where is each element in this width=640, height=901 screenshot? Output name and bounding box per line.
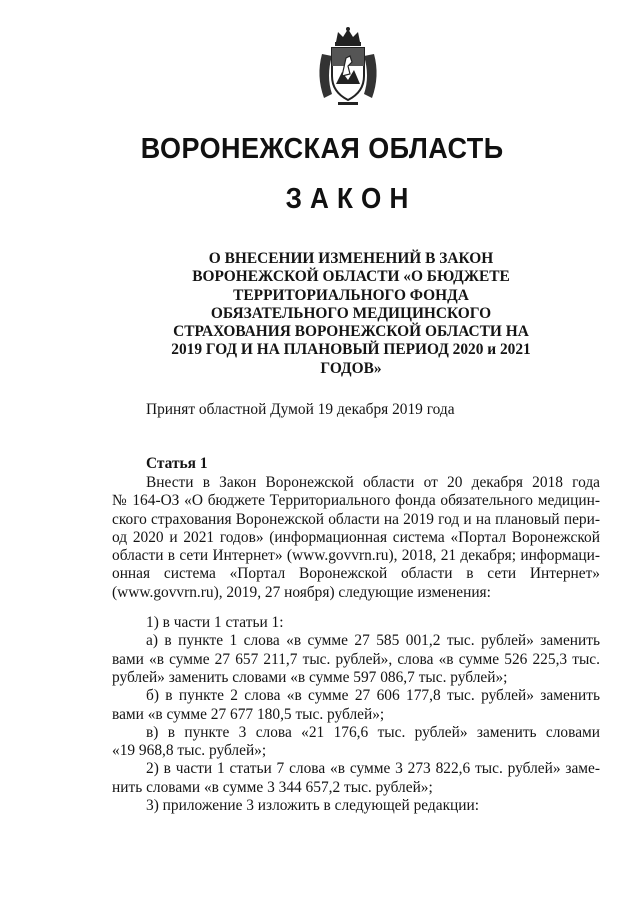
paragraph-line: од 2020 и 2021 годов» (информационная система «Портал Воронежской xyxy=(112,528,600,546)
title-line: ВОРОНЕЖСКОЙ ОБЛАСТИ «О БЮДЖЕТЕ xyxy=(192,268,510,286)
list-item: «19 968,8 тыс. рублей»; xyxy=(112,742,267,760)
list-item: вами «в сумме 27 657 211,7 тыс. рублей», слова «в сумме 526 225,3 тыс. xyxy=(112,650,600,668)
list-item: в) в пункте 3 слова «21 176,6 тыс. рублей» заменить словами xyxy=(146,723,600,741)
title-line: ОБЯЗАТЕЛЬНОГО МЕДИЦИНСКОГО xyxy=(210,304,492,322)
coat-of-arms-icon xyxy=(312,26,384,110)
list-item: рублей» заменить словами «в сумме 597 086,7 тыс. рублей»; xyxy=(112,668,508,686)
list-item: 1) в части 1 статьи 1: xyxy=(146,614,284,632)
list-item: б) в пункте 2 слова «в сумме 27 606 177,8 тыс. рублей» заменить xyxy=(146,687,600,705)
list-item: 3) приложение 3 изложить в следующей редакции: xyxy=(146,797,480,815)
paragraph-line: Внести в Закон Воронежской области от 20 декабря 2018 года xyxy=(146,474,600,491)
paragraph-line: (www.govvrn.ru), 2019, 27 ноября) следующие изменения: xyxy=(112,583,491,601)
title-line: О ВНЕСЕНИИ ИЗМЕНЕНИЙ В ЗАКОН xyxy=(208,250,494,267)
paragraph-line: ского страхования Воронежской области на 2019 год и на плановый пери- xyxy=(112,510,600,528)
list-item: нить словами «в сумме 3 344 657,2 тыс. рублей»; xyxy=(112,778,433,796)
list-item: а) в пункте 1 слова «в сумме 27 585 001,2 тыс. рублей» заменить xyxy=(146,632,600,650)
list-item: вами «в сумме 27 677 180,5 тыс. рублей»; xyxy=(112,705,385,723)
list-item: 2) в части 1 статьи 7 слова «в сумме 3 273 822,6 тыс. рублей» заме- xyxy=(146,760,600,778)
law-title xyxy=(165,250,537,378)
region-name: ВОРОНЕЖСКАЯ ОБЛАСТЬ xyxy=(140,133,504,165)
title-line: ТЕРРИТОРИАЛЬНОГО ФОНДА xyxy=(233,286,469,304)
paragraph-line: области в сети Интернет» (www.govvrn.ru), 2018, 21 декабря; информаци- xyxy=(112,547,600,565)
title-line: 2019 ГОД И НА ПЛАНОВЫЙ ПЕРИОД 2020 и 2021 xyxy=(171,341,531,359)
adoption-note: Принят областной Думой 19 декабря 2019 года xyxy=(146,401,455,418)
article-heading: Статья 1 xyxy=(146,455,208,472)
article-body xyxy=(112,474,600,815)
paragraph-line: № 164-ОЗ «О бюджете Территориального фонда обязательного медицин- xyxy=(112,492,600,510)
title-line: ГОДОВ» xyxy=(320,359,382,377)
document-type: ЗАКОН xyxy=(285,183,417,215)
title-line: СТРАХОВАНИЯ ВОРОНЕЖСКОЙ ОБЛАСТИ НА xyxy=(173,323,529,341)
paragraph-line: онная система «Портал Воронежской области в сети Интернет» xyxy=(112,565,600,583)
